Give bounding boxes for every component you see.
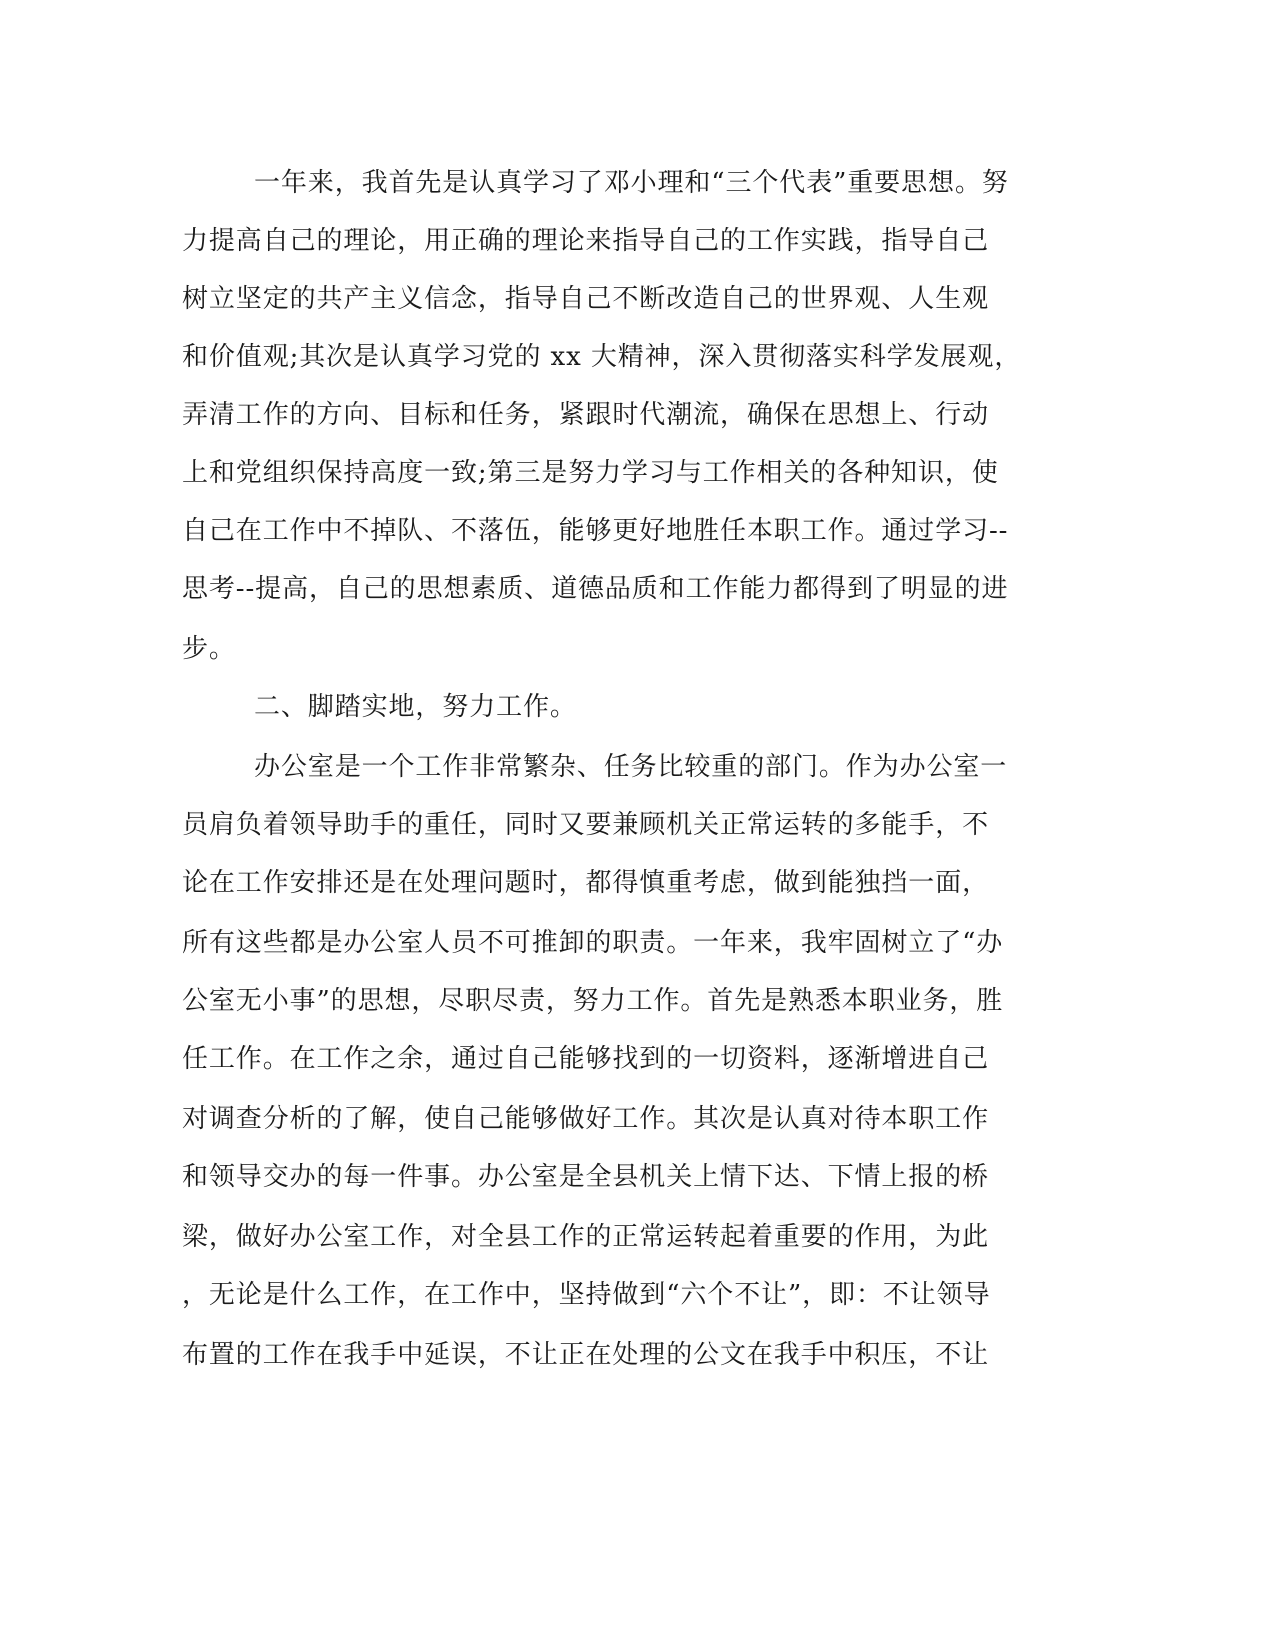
paragraph-line: 员肩负着领导助手的重任，同时又要兼顾机关正常运转的多能手，不 bbox=[182, 810, 990, 840]
paragraph-line: 自己在工作中不掉队、不落伍，能够更好地胜任本职工作。通过学习-- bbox=[182, 516, 1009, 546]
paragraph-line: 梁，做好办公室工作，对全县工作的正常运转起着重要的作用，为此 bbox=[182, 1222, 990, 1252]
paragraph-line: 上和党组织保持高度一致;第三是努力学习与工作相关的各种知识，使 bbox=[182, 458, 999, 488]
paragraph-line: 布置的工作在我手中延误，不让正在处理的公文在我手中积压，不让 bbox=[182, 1340, 990, 1370]
paragraph-line: 力提高自己的理论，用正确的理论来指导自己的工作实践，指导自己 bbox=[182, 226, 990, 256]
paragraph-line: 公室无小事”的思想，尽职尽责，努力工作。首先是熟悉本职业务，胜 bbox=[182, 986, 1004, 1016]
paragraph-line: 思考--提高，自己的思想素质、道德品质和工作能力都得到了明显的进 bbox=[182, 574, 1009, 604]
paragraph-line: 弄清工作的方向、目标和任务，紧跟时代潮流，确保在思想上、行动 bbox=[182, 400, 990, 430]
paragraph-line: ，无论是什么工作，在工作中，坚持做到“六个不让”，即：不让领导 bbox=[182, 1280, 991, 1310]
paragraph-line: 办公室是一个工作非常繁杂、任务比较重的部门。作为办公室一 bbox=[254, 752, 1008, 782]
paragraph-line: 对调查分析的了解，使自己能够做好工作。其次是认真对待本职工作 bbox=[182, 1104, 990, 1134]
paragraph-line: 一年来，我首先是认真学习了邓小理和“三个代表”重要思想。努 bbox=[254, 168, 1009, 198]
paragraph-line: 和领导交办的每一件事。办公室是全县机关上情下达、下情上报的桥 bbox=[182, 1162, 990, 1192]
paragraph-line: 树立坚定的共产主义信念，指导自己不断改造自己的世界观、人生观 bbox=[182, 284, 990, 314]
section-heading: 二、脚踏实地，努力工作。 bbox=[254, 692, 577, 722]
paragraph-line: 步。 bbox=[182, 634, 236, 664]
paragraph-line: 和价值观;其次是认真学习党的 xx 大精神，深入贯彻落实科学发展观， bbox=[182, 342, 1022, 372]
paragraph-line: 论在工作安排还是在处理问题时，都得慎重考虑，做到能独挡一面， bbox=[182, 868, 990, 898]
paragraph-line: 任工作。在工作之余，通过自己能够找到的一切资料，逐渐增进自己 bbox=[182, 1044, 990, 1074]
paragraph-line: 所有这些都是办公室人员不可推卸的职责。一年来，我牢固树立了“办 bbox=[182, 928, 1004, 958]
